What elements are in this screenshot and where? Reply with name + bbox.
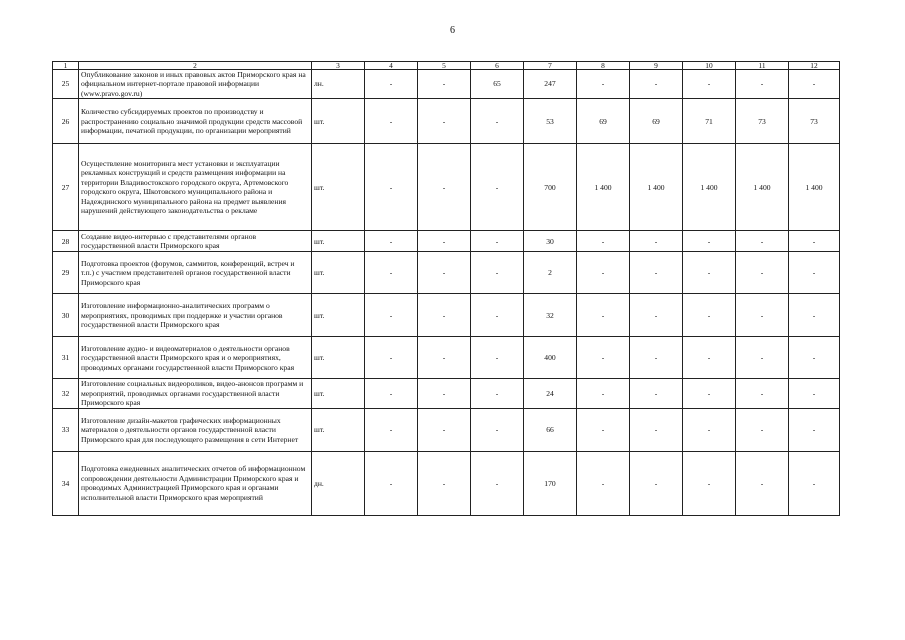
value-cell: - bbox=[630, 408, 683, 451]
value-cell: - bbox=[577, 252, 630, 294]
table-row bbox=[53, 294, 840, 337]
value-cell: - bbox=[630, 294, 683, 337]
table-row bbox=[53, 379, 840, 408]
value-cell: - bbox=[365, 337, 418, 379]
value-cell: - bbox=[789, 231, 840, 252]
value-cell: 400 bbox=[524, 337, 577, 379]
value-cell: - bbox=[418, 379, 471, 408]
table-row bbox=[53, 70, 840, 99]
indicator-name: Опубликование законов и иных правовых актов Приморского края на официальном интернет-портале правовой информации (www.pravo.gov.ru) bbox=[79, 70, 312, 99]
value-cell: - bbox=[365, 408, 418, 451]
value-cell: - bbox=[365, 70, 418, 99]
value-cell: - bbox=[365, 379, 418, 408]
unit-cell: шт. bbox=[312, 231, 365, 252]
value-cell: - bbox=[577, 379, 630, 408]
value-cell: 24 bbox=[524, 379, 577, 408]
unit-cell: шт. bbox=[312, 379, 365, 408]
table-row bbox=[53, 451, 840, 515]
column-header-10: 10 bbox=[683, 62, 736, 70]
unit-cell: шт. bbox=[312, 408, 365, 451]
value-cell: - bbox=[471, 231, 524, 252]
column-header-12: 12 bbox=[789, 62, 840, 70]
column-header-7: 7 bbox=[524, 62, 577, 70]
column-header-1: 1 bbox=[53, 62, 79, 70]
column-header-9: 9 bbox=[630, 62, 683, 70]
row-number: 25 bbox=[53, 70, 79, 99]
value-cell: 66 bbox=[524, 408, 577, 451]
value-cell: - bbox=[365, 252, 418, 294]
row-number: 29 bbox=[53, 252, 79, 294]
value-cell: - bbox=[736, 379, 789, 408]
page-number: 6 bbox=[450, 25, 455, 36]
value-cell: 247 bbox=[524, 70, 577, 99]
value-cell: 1 400 bbox=[577, 144, 630, 231]
column-header-5: 5 bbox=[418, 62, 471, 70]
value-cell: 700 bbox=[524, 144, 577, 231]
value-cell: - bbox=[683, 252, 736, 294]
value-cell: 53 bbox=[524, 99, 577, 144]
value-cell: - bbox=[789, 252, 840, 294]
indicator-name: Осуществление мониторинга мест установки и эксплуатации рекламных конструкций и средств размещения информации на территории Владивостокского городского округа, Артемовского городского округа, Шкотовского муниципального района и Надеждинского муниципального района на предмет выявления нарушений действующего законодательства о рекламе bbox=[79, 144, 312, 231]
value-cell: 30 bbox=[524, 231, 577, 252]
indicator-name: Создание видео-интервью с представителями органов государственной власти Приморского края bbox=[79, 231, 312, 252]
value-cell: - bbox=[577, 70, 630, 99]
value-cell: - bbox=[683, 408, 736, 451]
unit-cell: лн. bbox=[312, 70, 365, 99]
value-cell: - bbox=[789, 379, 840, 408]
value-cell: - bbox=[365, 294, 418, 337]
indicator-name: Подготовка проектов (форумов, саммитов, конференций, встреч и т.п.) с участием представителей органов государственной власти Приморского края bbox=[79, 252, 312, 294]
value-cell: - bbox=[630, 231, 683, 252]
value-cell: - bbox=[471, 144, 524, 231]
table-row bbox=[53, 337, 840, 379]
unit-cell: шт. bbox=[312, 99, 365, 144]
value-cell: - bbox=[577, 408, 630, 451]
indicator-name: Изготовление социальных видеороликов, видео-анонсов программ и мероприятий, проводимых органами государственной власти Приморского края bbox=[79, 379, 312, 408]
value-cell: - bbox=[471, 408, 524, 451]
column-header-8: 8 bbox=[577, 62, 630, 70]
indicators-table bbox=[52, 61, 840, 516]
header-row bbox=[53, 62, 840, 70]
value-cell: 170 bbox=[524, 451, 577, 515]
value-cell: - bbox=[365, 451, 418, 515]
value-cell: - bbox=[683, 231, 736, 252]
value-cell: - bbox=[471, 294, 524, 337]
row-number: 33 bbox=[53, 408, 79, 451]
unit-cell: шт. bbox=[312, 337, 365, 379]
value-cell: - bbox=[630, 252, 683, 294]
table-row bbox=[53, 231, 840, 252]
value-cell: - bbox=[736, 294, 789, 337]
value-cell: - bbox=[736, 408, 789, 451]
value-cell: - bbox=[683, 451, 736, 515]
value-cell: 69 bbox=[577, 99, 630, 144]
value-cell: - bbox=[736, 451, 789, 515]
value-cell: 2 bbox=[524, 252, 577, 294]
value-cell: - bbox=[577, 451, 630, 515]
value-cell: - bbox=[471, 99, 524, 144]
row-number: 30 bbox=[53, 294, 79, 337]
value-cell: - bbox=[418, 144, 471, 231]
value-cell: - bbox=[683, 70, 736, 99]
value-cell: - bbox=[471, 337, 524, 379]
row-number: 32 bbox=[53, 379, 79, 408]
value-cell: - bbox=[418, 252, 471, 294]
column-header-2: 2 bbox=[79, 62, 312, 70]
value-cell: - bbox=[418, 231, 471, 252]
value-cell: - bbox=[683, 337, 736, 379]
column-header-3: 3 bbox=[312, 62, 365, 70]
value-cell: - bbox=[789, 408, 840, 451]
value-cell: - bbox=[736, 337, 789, 379]
value-cell: - bbox=[577, 294, 630, 337]
value-cell: - bbox=[789, 337, 840, 379]
value-cell: - bbox=[789, 451, 840, 515]
value-cell: - bbox=[736, 252, 789, 294]
indicator-name: Количество субсидируемых проектов по производству и распространению социально значимой продукции средств массовой информации, печатной продукции, по организации мероприятий bbox=[79, 99, 312, 144]
value-cell: - bbox=[365, 144, 418, 231]
value-cell: - bbox=[418, 294, 471, 337]
table-body bbox=[53, 70, 840, 516]
column-header-6: 6 bbox=[471, 62, 524, 70]
value-cell: - bbox=[471, 252, 524, 294]
value-cell: - bbox=[683, 379, 736, 408]
value-cell: 1 400 bbox=[630, 144, 683, 231]
value-cell: 1 400 bbox=[789, 144, 840, 231]
unit-cell: дн. bbox=[312, 451, 365, 515]
value-cell: - bbox=[418, 451, 471, 515]
value-cell: 32 bbox=[524, 294, 577, 337]
table-row bbox=[53, 144, 840, 231]
value-cell: 65 bbox=[471, 70, 524, 99]
column-header-4: 4 bbox=[365, 62, 418, 70]
value-cell: - bbox=[365, 99, 418, 144]
value-cell: 69 bbox=[630, 99, 683, 144]
unit-cell: шт. bbox=[312, 144, 365, 231]
value-cell: - bbox=[630, 70, 683, 99]
value-cell: 1 400 bbox=[683, 144, 736, 231]
value-cell: - bbox=[577, 231, 630, 252]
indicator-name: Изготовление информационно-аналитических программ о мероприятиях, проводимых при поддержке и участии органов государственной власти Приморского края bbox=[79, 294, 312, 337]
value-cell: - bbox=[418, 337, 471, 379]
value-cell: - bbox=[418, 408, 471, 451]
unit-cell: шт. bbox=[312, 294, 365, 337]
row-number: 27 bbox=[53, 144, 79, 231]
value-cell: - bbox=[471, 451, 524, 515]
table-row bbox=[53, 408, 840, 451]
table-row bbox=[53, 99, 840, 144]
value-cell: 71 bbox=[683, 99, 736, 144]
column-header-11: 11 bbox=[736, 62, 789, 70]
value-cell: - bbox=[577, 337, 630, 379]
table-row bbox=[53, 252, 840, 294]
value-cell: - bbox=[683, 294, 736, 337]
value-cell: 1 400 bbox=[736, 144, 789, 231]
value-cell: - bbox=[630, 451, 683, 515]
value-cell: - bbox=[736, 70, 789, 99]
value-cell: - bbox=[789, 70, 840, 99]
value-cell: - bbox=[418, 99, 471, 144]
value-cell: 73 bbox=[736, 99, 789, 144]
indicator-name: Изготовление аудио- и видеоматериалов о деятельности органов государственной власти Приморского края и о мероприятиях, проводимых органами государственной власти Приморского края bbox=[79, 337, 312, 379]
row-number: 26 bbox=[53, 99, 79, 144]
row-number: 34 bbox=[53, 451, 79, 515]
value-cell: - bbox=[630, 337, 683, 379]
row-number: 31 bbox=[53, 337, 79, 379]
row-number: 28 bbox=[53, 231, 79, 252]
value-cell: - bbox=[789, 294, 840, 337]
value-cell: - bbox=[630, 379, 683, 408]
value-cell: - bbox=[365, 231, 418, 252]
value-cell: - bbox=[471, 379, 524, 408]
unit-cell: шт. bbox=[312, 252, 365, 294]
value-cell: - bbox=[418, 70, 471, 99]
value-cell: 73 bbox=[789, 99, 840, 144]
indicator-name: Подготовка ежедневных аналитических отчетов об информационном сопровождении деятельности Администрации Приморского края и проводимых Администрацией Приморского края и органами исполнительной власти Приморского края мероприятий bbox=[79, 451, 312, 515]
indicator-name: Изготовление дизайн-макетов графических информационных материалов о деятельности органов государственной власти Приморского края для последующего размещения в сети Интернет bbox=[79, 408, 312, 451]
value-cell: - bbox=[736, 231, 789, 252]
